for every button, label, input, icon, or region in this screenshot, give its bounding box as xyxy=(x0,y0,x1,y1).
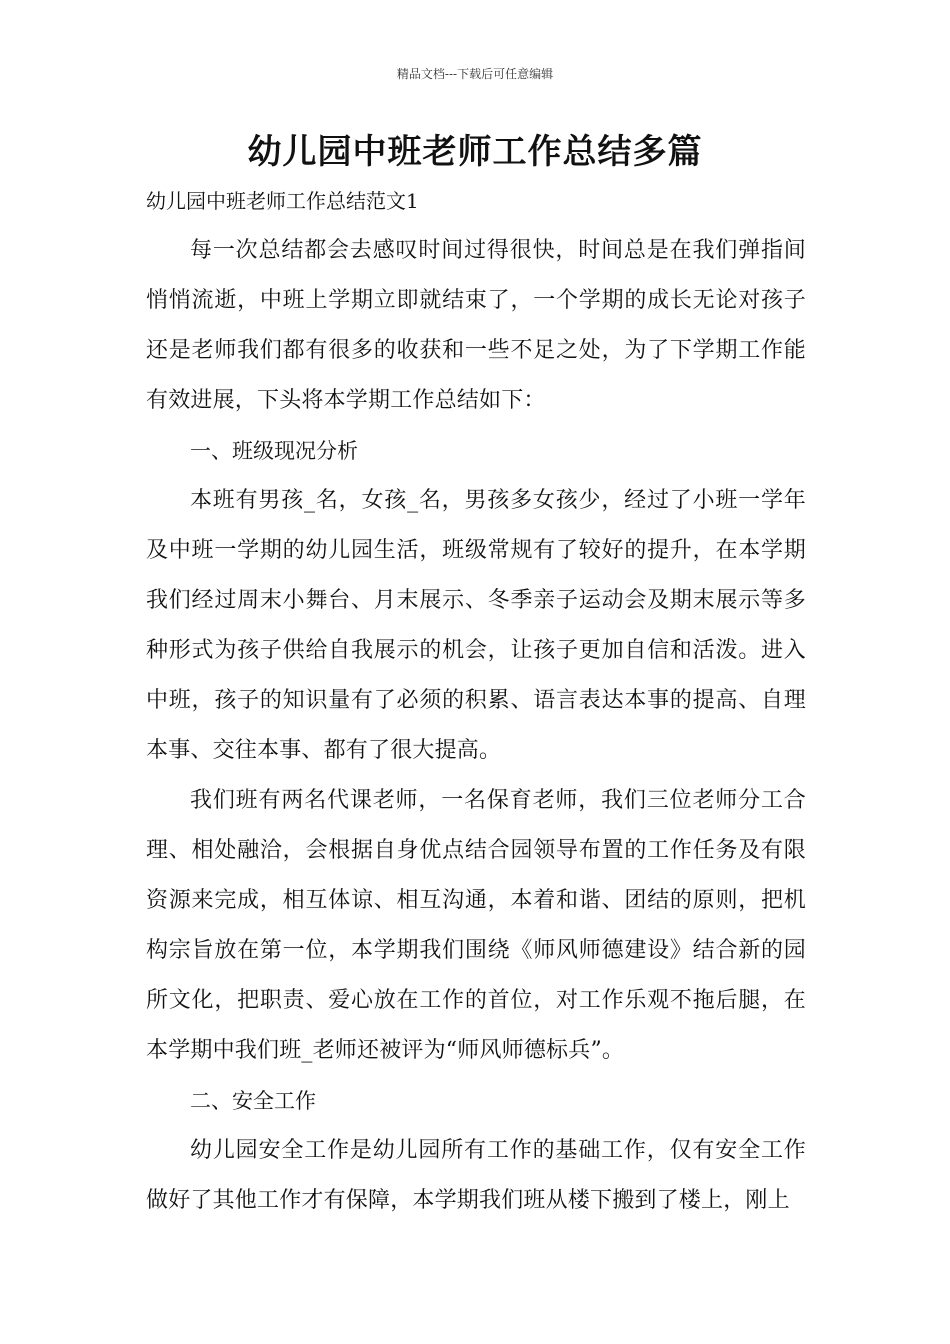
paragraph-safety: 幼儿园安全工作是幼儿园所有工作的基础工作，仅有安全工作做好了其他工作才有保障，本学期我们班从楼下搬到了楼上，刚上 xyxy=(146,1138,806,1213)
section-heading-class-status: 一、班级现况分析 xyxy=(190,439,358,463)
document-body xyxy=(146,226,806,1226)
paragraph-intro: 每一次总结都会去感叹时间过得很快，时间总是在我们弹指间悄悄流逝，中班上学期立即就结束了，一个学期的成长无论对孩子还是老师我们都有很多的收获和一些不足之处，为了下学期工作能有效进展，下头将本学期工作总结如下： xyxy=(146,238,806,413)
paragraph-class-status: 本班有男孩_名，女孩_名，男孩多女孩少，经过了小班一学年及中班一学期的幼儿园生活，班级常规有了较好的提升，在本学期我们经过周末小舞台、月末展示、冬季亲子运动会及期末展示等多种形式为孩子供给自我展示的机会，让孩子更加自信和活泼。进入中班，孩子的知识量有了必须的积累、语言表达本事的提高、自理本事、交往本事、都有了很大提高。 xyxy=(146,488,806,763)
document-subtitle: 幼儿园中班老师工作总结范文1 xyxy=(146,189,419,213)
header-note: 精品文档---下载后可任意编辑 xyxy=(396,67,554,81)
document-title: 幼儿园中班老师工作总结多篇 xyxy=(247,132,703,172)
section-heading-safety: 二、安全工作 xyxy=(190,1089,316,1113)
paragraph-teachers: 我们班有两名代课老师，一名保育老师，我们三位老师分工合理、相处融洽，会根据自身优点结合园领导布置的工作任务及有限资源来完成，相互体谅、相互沟通，本着和谐、团结的原则，把机构宗旨放在第一位，本学期我们围绕《师风师德建设》结合新的园所文化，把职责、爱心放在工作的首位，对工作乐观不拖后腿，在本学期中我们班_老师还被评为“师风师德标兵”。 xyxy=(146,788,806,1063)
